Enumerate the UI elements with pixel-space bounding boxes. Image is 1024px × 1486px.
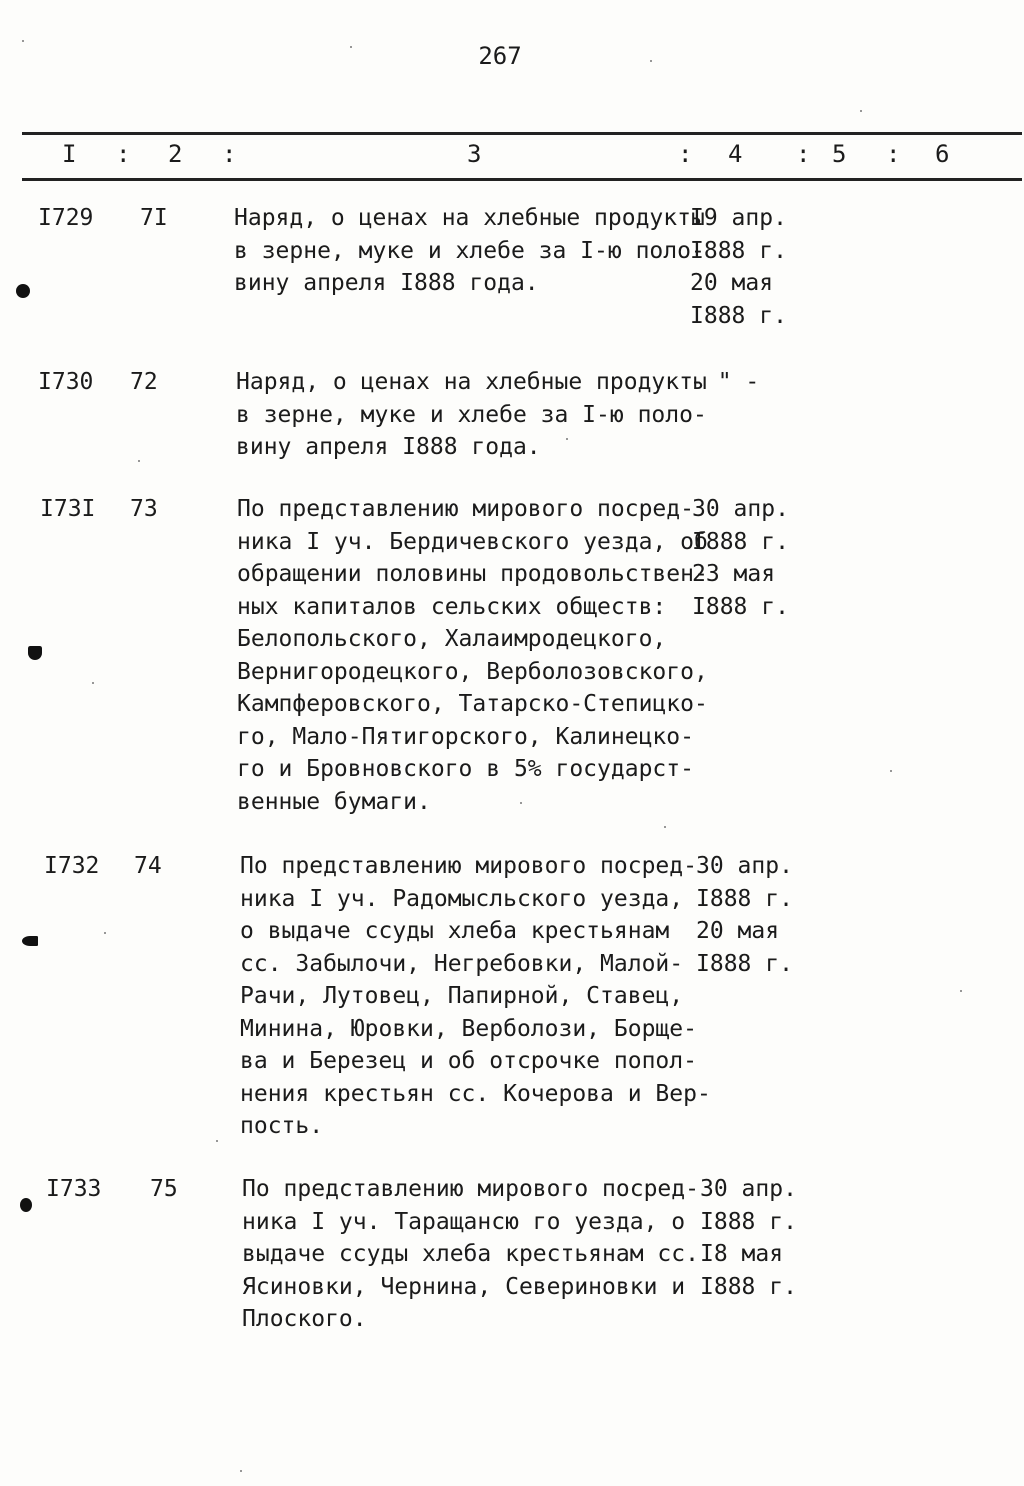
- date-line: I888 г.: [692, 528, 789, 555]
- scan-speck: [520, 802, 522, 804]
- record-description: [234, 202, 705, 300]
- date-line: 20 мая: [696, 918, 780, 944]
- header-rule-top: [22, 132, 1022, 135]
- record-dates: [690, 202, 787, 332]
- record-number: I729: [38, 205, 94, 231]
- description-line: Наряд, о ценах на хлебные продукты: [234, 205, 705, 231]
- description-line: о выдаче ссуды хлеба крестьянам: [240, 918, 670, 944]
- description-line: Плоского.: [242, 1306, 367, 1332]
- date-line: I888 г.: [700, 1273, 797, 1300]
- description-line: нения крестьян сс. Кочерова и Вер-: [240, 1080, 711, 1107]
- record-number: I730: [38, 369, 94, 395]
- description-line: го, Мало-Пятигорского, Калинецко-: [237, 723, 694, 750]
- record-number: I732: [44, 853, 100, 879]
- description-line: Ясиновки, Чернина, Севериновки и: [242, 1273, 686, 1300]
- date-line: - " -: [690, 369, 760, 395]
- date-line: 30 апр.: [692, 496, 789, 522]
- page-number: 267: [478, 42, 522, 70]
- record-sub-number: 75: [150, 1176, 178, 1202]
- scan-speck: [566, 438, 568, 440]
- scan-speck: [138, 460, 140, 462]
- scan-speck: [104, 932, 106, 934]
- record: [0, 1173, 1024, 1343]
- col-header-6: 6: [935, 140, 950, 168]
- record-sub-number: 74: [134, 853, 162, 879]
- col-header-sep: :: [796, 140, 811, 168]
- scan-speck: [664, 826, 666, 828]
- date-line: I888 г.: [696, 885, 793, 912]
- description-line: Наряд, о ценах на хлебные продукты: [236, 369, 707, 395]
- scan-speck: [890, 770, 892, 772]
- col-header-sep: :: [678, 140, 693, 168]
- description-line: Рачи, Лутовец, Папирной, Ставец,: [240, 983, 684, 1009]
- record: [0, 850, 1024, 1150]
- date-line: 30 апр.: [700, 1176, 797, 1202]
- scan-speck: [960, 990, 962, 992]
- date-line: I888 г.: [690, 302, 787, 329]
- col-header-sep: :: [886, 140, 901, 168]
- description-line: в зерне, муке и хлебе за I-ю поло-: [236, 401, 707, 428]
- record-dates: [690, 366, 759, 399]
- description-line: Кампферовского, Татарско-Степицко-: [237, 691, 708, 717]
- description-line: пость.: [240, 1113, 324, 1139]
- record-description: [237, 493, 708, 818]
- description-line: ва и Березец и об отсрочке попол-: [240, 1048, 697, 1074]
- record-sub-number: 7I: [140, 205, 168, 231]
- date-line: I888 г.: [690, 237, 787, 264]
- punch-hole-mark: [20, 1198, 32, 1212]
- date-line: I888 г.: [696, 950, 793, 977]
- scan-speck: [240, 1470, 242, 1472]
- date-line: 30 апр.: [696, 853, 793, 879]
- record-description: [242, 1173, 702, 1336]
- record-dates: [692, 493, 789, 623]
- punch-hole-mark: [28, 646, 42, 660]
- record-number: I73I: [40, 496, 96, 522]
- description-line: По представлению мирового посред-: [237, 496, 694, 522]
- col-header-4: 4: [728, 140, 743, 168]
- record: [0, 366, 1024, 466]
- record-dates: [696, 850, 793, 980]
- punch-hole-mark: [22, 936, 38, 946]
- scan-speck: [350, 46, 352, 48]
- date-line: 23 мая: [692, 561, 776, 587]
- date-line: I9 апр.: [690, 205, 787, 231]
- date-line: I888 г.: [700, 1208, 797, 1235]
- record-description: [240, 850, 711, 1143]
- description-line: сс. Забылочи, Негребовки, Малой-: [240, 950, 684, 977]
- description-line: венные бумаги.: [237, 788, 431, 815]
- record: [0, 493, 1024, 823]
- description-line: го и Бровновского в 5% государст-: [237, 756, 694, 782]
- description-line: ника I уч. Радомысльского уезда,: [240, 885, 684, 912]
- description-line: вину апреля I888 года.: [236, 434, 541, 460]
- description-line: ника I уч. Бердичевского уезда, об: [237, 528, 708, 555]
- date-line: I888 г.: [692, 593, 789, 620]
- col-header-1: I: [62, 140, 77, 168]
- col-header-5: 5: [832, 140, 847, 168]
- header-rule-bottom: [22, 178, 1022, 181]
- column-header: [0, 140, 1024, 172]
- punch-hole-mark: [16, 284, 30, 298]
- record-sub-number: 73: [130, 496, 158, 522]
- scan-speck: [92, 682, 94, 684]
- description-line: По представлению мирового посред-: [240, 853, 697, 879]
- description-line: ника I уч. Таращансю го уезда, о: [242, 1208, 686, 1235]
- col-header-sep: :: [222, 140, 237, 168]
- record-description: [236, 366, 707, 464]
- date-line: I8 мая: [700, 1241, 784, 1267]
- description-line: По представлению мирового посред-: [242, 1176, 699, 1202]
- scan-speck: [860, 110, 862, 112]
- description-line: вину апреля I888 года.: [234, 270, 539, 296]
- description-line: Минина, Юровки, Верболози, Борще-: [240, 1015, 697, 1042]
- record-sub-number: 72: [130, 369, 158, 395]
- description-line: Вернигородецкого, Верболозовского,: [237, 658, 708, 685]
- scan-speck: [216, 1140, 218, 1142]
- description-line: выдаче ссуды хлеба крестьянам сс.: [242, 1241, 699, 1267]
- description-line: обращении половины продовольствен-: [237, 561, 708, 587]
- description-line: Белопольского, Халаимродецкого,: [237, 626, 667, 652]
- scan-speck: [650, 60, 652, 62]
- col-header-3: 3: [467, 140, 482, 168]
- col-header-2: 2: [168, 140, 183, 168]
- description-line: ных капиталов сельских обществ:: [237, 593, 667, 620]
- scan-speck: [22, 40, 24, 42]
- record: [0, 202, 1024, 342]
- date-line: 20 мая: [690, 270, 774, 296]
- description-line: в зерне, муке и хлебе за I-ю поло-: [234, 237, 705, 264]
- record-number: I733: [46, 1176, 102, 1202]
- col-header-sep: :: [116, 140, 131, 168]
- record-dates: [700, 1173, 797, 1303]
